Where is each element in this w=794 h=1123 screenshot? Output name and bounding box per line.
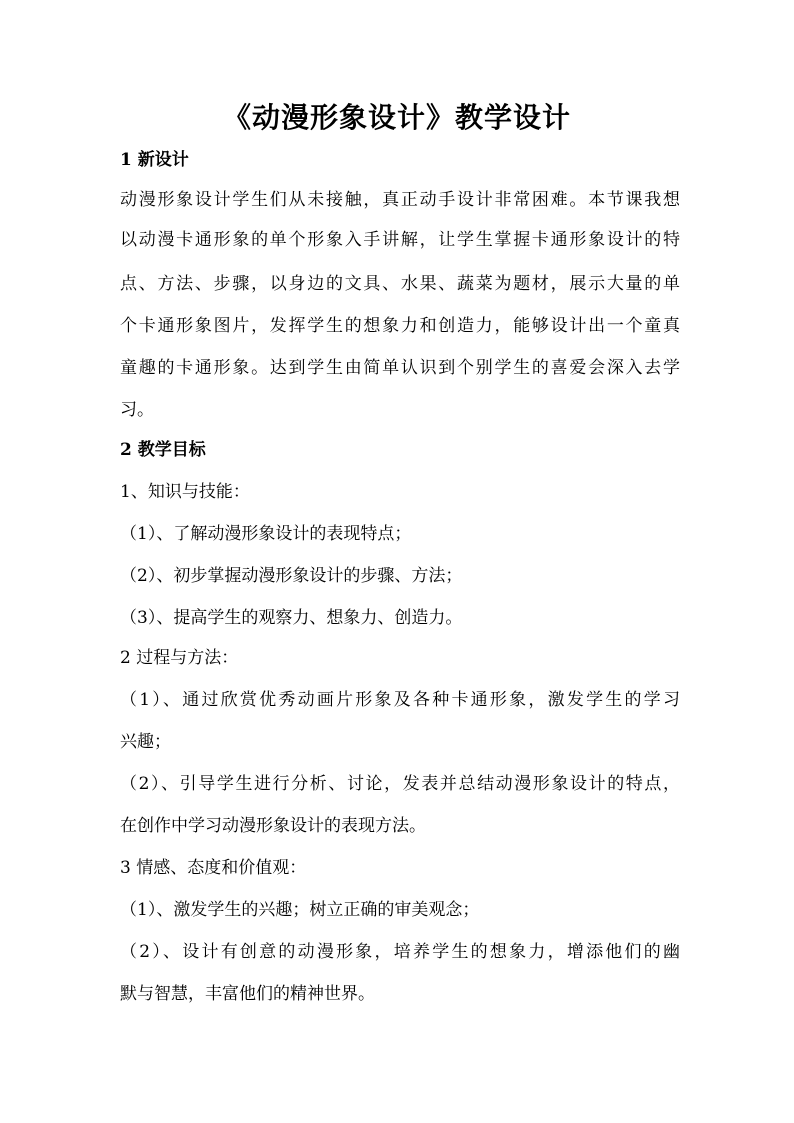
section-1-paragraph-line: 童趣的卡通形象。达到学生由简单认识到个别学生的喜爱会深入去学 [120, 358, 680, 378]
process-item-line: 兴趣； [120, 732, 171, 752]
section-1-paragraph-line: 点、方法、步骤，以身边的文具、水果、蔬菜为题材，展示大量的单 [120, 274, 680, 294]
values-item-line: 默与智慧，丰富他们的精神世界。 [120, 984, 375, 1004]
section-1-paragraph-line: 个卡通形象图片，发挥学生的想象力和创造力，能够设计出一个童真 [120, 316, 680, 336]
knowledge-item: （1）、了解动漫形象设计的表现特点； [120, 524, 412, 544]
document-title: 《动漫形象设计》教学设计 [222, 101, 571, 134]
section-2-heading: 2 教学目标 [120, 440, 206, 460]
process-item-line: 在创作中学习动漫形象设计的表现方法。 [120, 816, 426, 836]
values-item-line: （2）、设计有创意的动漫形象，培养学生的想象力，增添他们的幽 [120, 942, 680, 962]
process-item-line: （1）、通过欣赏优秀动画片形象及各种卡通形象，激发学生的学习 [120, 690, 680, 710]
knowledge-item: （2）、初步掌握动漫形象设计的步骤、方法； [120, 566, 463, 586]
section-1-paragraph-line: 以动漫卡通形象的单个形象入手讲解，让学生掌握卡通形象设计的特 [120, 230, 680, 250]
subsection-knowledge-heading: 1、知识与技能： [120, 482, 250, 502]
section-1-paragraph-line: 动漫形象设计学生们从未接触，真正动手设计非常困难。本节课我想 [120, 190, 680, 210]
knowledge-item: （3）、提高学生的观察力、想象力、创造力。 [120, 608, 463, 628]
process-item-line: （2）、引导学生进行分析、讨论，发表并总结动漫形象设计的特点， [120, 774, 680, 794]
section-1-paragraph-line: 习。 [120, 400, 154, 420]
subsection-process-heading: 2 过程与方法： [120, 648, 239, 668]
section-1-heading: 1 新设计 [120, 150, 189, 170]
subsection-values-heading: 3 情感、态度和价值观： [120, 858, 307, 878]
values-item-line: （1）、激发学生的兴趣；树立正确的审美观念； [120, 900, 480, 920]
